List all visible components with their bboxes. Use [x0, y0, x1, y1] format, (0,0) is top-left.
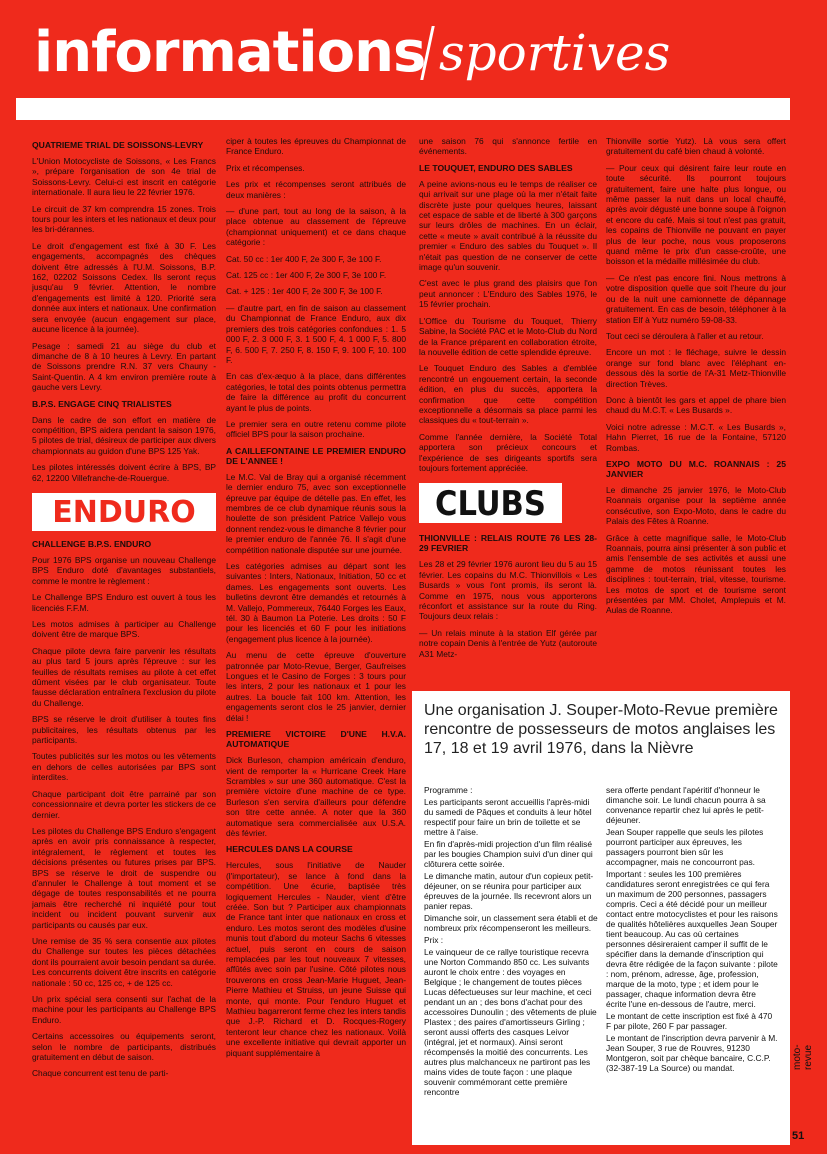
- masthead-title: informations: [34, 20, 426, 85]
- masthead: [14, 8, 804, 85]
- paragraph: Chaque participant doit être parrainé par son concessionnaire et devra porter les stickers de ce dernier.: [32, 788, 216, 820]
- column-4: [606, 136, 786, 684]
- box-left-column: [424, 785, 600, 1139]
- paragraph: Cat. 125 cc : 1er 400 F, 2e 300 F, 3e 100 F.: [226, 270, 387, 281]
- heading-challenge: CHALLENGE B.P.S. ENDURO: [32, 538, 152, 549]
- paragraph: Donc à bientôt les gars et appel de phare bien chaud du M.C.T. « Les Busards ».: [606, 394, 786, 416]
- paragraph: — Ce n'est pas encore fini. Nous mettrons à votre disposition quelle que soit l'heure du jour ou de la nuit une camionnette de dépannage gratuitement. En cas de besoin, téléphoner à la station Elf à Yutz numéro 59-08-33.: [606, 272, 786, 325]
- paragraph: Chaque pilote devra faire parvenir les résultats au plus tard 5 jours après l'épreuve : sur les feuilles de résultats remises au pilote à cet effet dûment visées par le club organisateur. Toute fausse déclaration entraînera l'exclusion du pilote du Challenge.: [32, 645, 216, 708]
- paragraph: — d'une part, tout au long de la saison, à la place obtenue au classement de l'épreuve (championnat uniquement) et ce dans chaque catégorie :: [226, 206, 406, 248]
- heading-thionville: THIONVILLE : RELAIS ROUTE 76 LES 28-29 FEVRIER: [419, 533, 597, 554]
- paragraph: Dick Burleson, champion américain d'enduro, vient de remporter la « Hurricane Creek Hare Scrambles » sur une 360 automatique. C'est la première victoire d'une machine de ce type. Burleson s'en servira d'ailleurs pour défendre son titre cette année. A noter que la 360 automatique sera commercialisée aux U.S.A. dès février.: [226, 755, 406, 838]
- heading-hercules: HERCULES DANS LA COURSE: [226, 844, 353, 855]
- paragraph: Les prix et récompenses seront attribués de deux manières :: [226, 179, 406, 200]
- paragraph: Comme l'année dernière, la Société Total apportera son précieux concours et l'expérience de ses dirigeants sportifs sera toujours fortement appréciée.: [419, 431, 597, 473]
- paragraph: Au menu de cette épreuve d'ouverture patronnée par Moto-Revue, Berger, Gaufreises Longues et le Casino de Forges : 3 tours pour les inters, 2 pour les nationaux et 1 pour les autres. La boucle fait 100 km. Attention, les engagements seront clos le 25 janvier, dernier délai !: [226, 650, 406, 723]
- paragraph: Certains accessoires ou équipements seront, selon le nombre de participants, distribués gratuitement en début de saison.: [32, 1031, 216, 1063]
- paragraph: Le Touquet Enduro des Sables a d'emblée rencontré un engouement certain, la seconde édition, en plus du succès, apportera la confirmation que cette compétition exceptionnelle a désormais sa place parmi les classiques du « tout-terrain ».: [419, 363, 597, 426]
- heading-trial: QUATRIEME TRIAL DE SOISSONS-LEVRY: [32, 140, 204, 150]
- paragraph: BPS se réserve le droit d'utiliser à toutes fins publicitaires, les résultats obtenus par les participants.: [32, 714, 216, 746]
- paragraph: une saison 76 qui s'annonce fertile en événements.: [419, 136, 597, 157]
- paragraph: Pour 1976 BPS organise un nouveau Challenge BPS Enduro doté d'avantages substantiels, comme le montre le règlement :: [32, 554, 216, 586]
- paragraph: Important : seules les 100 premières candidatures seront enregistrées ce qui fera un maximum de 200 personnes, passagers compris. Ceci a été décidé pour un meilleur contact entre motocyclistes et pour les raisons de qualités hôtelières auxquelles Jean Souper tient beaucoup. Au cas où certaines personnes désireraient camper il suffit de le spécifier dans la demande d'inscription qui devra être rédigée de la façon suivante : pilote : nom, prénom, adresse, âge, profession, marque de la moto, type ; et idem pour le passager, chaque information devra être écrite l'une en-dessous de l'autre, merci.: [606, 869, 778, 1009]
- heading-hva: PREMIERE VICTOIRE D'UNE H.V.A. AUTOMATIQUE: [226, 729, 406, 750]
- masthead-subtitle: sportives: [439, 24, 671, 82]
- heading-touquet: LE TOUQUET, ENDURO DES SABLES: [419, 162, 573, 173]
- paragraph: Cat. 50 cc : 1er 400 F, 2e 300 F, 3e 100 F.: [226, 253, 382, 264]
- paragraph: — d'autre part, en fin de saison au classement du Championnat de France Enduro, aux dix premiers des trois catégories confondues : 1. 5 000 F, 2. 3 000 F, 3. 1 500 F, 4. 1 000 F, 5. 800 F, 6. 500 F, 7. 250 F, 8. 150 F, 9. 100 F, 10. 100 F.: [226, 302, 406, 365]
- paragraph: Encore un mot : le fléchage, suivre le dessin orange sur fond blanc avec l'éléphant en-dessous dès la sortie de l'A-31 Metz-Thionville direction Trèves.: [606, 347, 786, 389]
- paragraph: Les pilotes du Challenge BPS Enduro s'engagent après en avoir pris connaissance à respecter, intégralement, le règlement et toutes les décisions présentes ou futures prises par BPS. BPS se réserve le droit de suspendre ou d'annuler le Challenge à tout moment et se dégage de toutes responsabilités et ne pourra jamais être recherché ni inquiété pour tout incident ou incident pouvant survenir aux participants ou causés par eux.: [32, 825, 216, 930]
- paragraph: Les pilotes intéressés doivent écrire à BPS, BP 62, 12200 Villefranche-de-Rouergue.: [32, 462, 216, 483]
- box-headline: Une organisation J. Souper-Moto-Revue première rencontre de possesseurs de motos anglaises les 17, 18 et 19 avril 1976, dans la Nièvre: [424, 702, 778, 757]
- paragraph: ciper à toutes les épreuves du Championnat de France Enduro.: [226, 136, 406, 157]
- paragraph: Prix :: [424, 935, 444, 945]
- paragraph: Les catégories admises au départ sont les suivantes : Inters, Nationaux, Initiation, 50 cc et dames. Les engagements sont ouverts. Les bulletins devront être demandés et retournés à M. Vallejo, Pommereux, 76440 Forges les Eaux, tél. 30 à Baumon La Poterie. Les droits : 50 F pour les licenciés et 60 F pour les initiations (engagement plus licence à la journée).: [226, 561, 406, 644]
- paragraph: Chaque concurrent est tenu de parti-: [32, 1068, 169, 1079]
- paragraph: Le dimanche matin, autour d'un copieux petit-déjeuner, on se réunira pour participer aux épreuves de la journée. Ils recevront alors un panier repas.: [424, 871, 594, 911]
- paragraph: L'Union Motocycliste de Soissons, « Les Francs », prépare l'organisation de son 4e trial de Soissons-Levry. Celui-ci est inscrit en catégorie internationale. Il aura lieu le 22 février 1976.: [32, 156, 216, 198]
- souper-rally-box: [412, 691, 790, 1145]
- paragraph: Toutes publicités sur les motos ou les vêtements en dehors de celles autorisées par BPS sont interdites.: [32, 751, 216, 783]
- paragraph: Thionville sortie Yutz). Là vous sera offert gratuitement du café bien chaud à volonté.: [606, 136, 786, 157]
- enduro-section-title: ENDURO: [32, 493, 216, 531]
- paragraph: Prix et récompenses.: [226, 162, 305, 173]
- paragraph: Le Challenge BPS Enduro est ouvert à tous les licenciés F.F.M.: [32, 592, 216, 613]
- paragraph: En cas d'ex-æquo à la place, dans différentes catégories, le total des points obtenus permettra de faire la différence au profit du concurrent ayant le plus de points.: [226, 371, 406, 413]
- paragraph: — Un relais minute à la station Elf gérée par notre copain Denis à l'entrée de Yutz (autoroute A31 Metz-: [419, 627, 597, 659]
- paragraph: Le M.C. Val de Bray qui a organisé récemment le dernier enduro 75, avec son exceptionnelle épreuve par équipe de dételle pas. En effet, les membres de ce club dynamique réunis sous la houlette de son président Patrice Vallejo vous donnent rendez-vous le dimanche 8 février pour le premier enduro de l'année 76. Il s'agit d'une compétition nationale disputée sur une journée.: [226, 471, 406, 555]
- clubs-section-title: CLUBS: [419, 483, 562, 523]
- paragraph: Voici notre adresse : M.C.T. « Les Busards », Hahn Pierret, 16 rue de la Fontaine, 57120 Rombas.: [606, 421, 786, 453]
- paragraph: Les motos admises à participer au Challenge doivent être de marque BPS.: [32, 619, 216, 640]
- paragraph: En fin d'après-midi projection d'un film réalisé par les bougies Champion suivi d'un diner qui clôturera cette soirée.: [424, 839, 593, 869]
- paragraph: Dimanche soir, un classement sera établi et de nombreux prix récompenseront les meilleurs.: [424, 913, 598, 933]
- box-right-column: [606, 785, 778, 1139]
- heading-bps: B.P.S. ENGAGE CINQ TRIALISTES: [32, 398, 172, 409]
- paragraph: Le circuit de 37 km comprendra 15 zones. Trois tours pour les inters et les nationaux et deux pour les bri-dérannes.: [32, 203, 216, 235]
- paragraph: Hercules, sous l'initiative de Nauder (l'importateur), se lance à fond dans la compétition. Une écurie, baptisée très logiquement Hercules - Nauder, vient d'être créée. Son but ? Participer aux championnats de France tant inter que nationaux en cross et enduro. Les motos seront des modèles d'usine munis tout d'abord du moteur Sachs 6 vitesses actuel, puis seront en cours de saison remplacées par les tout nouveaux 7 vitesses, affûtés avec soin par l'usine. Côté pilotes nous trouverons en cross Jean-Marie Huguet, Jean-Pierre Mathieu et Struiss, un jeune Suisse qui monte, qui monte. Pour l'enduro Huguet et Mathieu bagarreront ferme chez les inters tandis que J.-P. Richard et D. Rocques-Rogery tenteront leur chance chez les nationaux. Voilà une excellente initiative qui devrait apporter un piquant supplémentaire à: [226, 860, 406, 1058]
- paragraph: Le montant de cette inscription est fixé à 470 F par pilote, 260 F par passager.: [606, 1011, 773, 1031]
- heading-caillefontaine: A CAILLEFONTAINE LE PREMIER ENDURO DE L'ANNEE !: [226, 445, 406, 466]
- paragraph: Jean Souper rappelle que seuls les pilotes pourront participer aux épreuves, les passagers pourront bien sûr les accompagner, mais ne concourront pas.: [606, 827, 764, 867]
- heading-expo: EXPO MOTO DU M.C. ROANNAIS : 25 JANVIER: [606, 458, 786, 479]
- column-3: [419, 136, 597, 684]
- paragraph: C'est avec le plus grand des plaisirs que l'on peut annoncer : L'Enduro des Sables 1976, le 15 février prochain.: [419, 278, 597, 310]
- paragraph: Programme :: [424, 785, 473, 795]
- paragraph: Pesage : samedi 21 au siège du club et dimanche de 8 à 10 heures à Levry. En partant de Soissons prendre R.N. 37 vers Chauny - Saint-Quentin. A 4 km environ première route à gauche vers Levry.: [32, 340, 216, 393]
- paragraph: Le dimanche 25 janvier 1976, le Moto-Club Roannais organise pour la septième année consécutive, son Expo-Moto, dans le cadre du Palais des Fêtes à Roanne.: [606, 484, 786, 527]
- paragraph: Le premier sera en outre retenu comme pilote officiel BPS pour la saison prochaine.: [226, 418, 406, 440]
- paragraph: Le vainqueur de ce rallye touristique recevra une Norton Commando 850 cc. Les suivants auront le choix entre : des voyages en Belgique ; le changement de toutes pièces Lucas défectueuses sur leur machine, et ceci pendant un an ; des bons d'achat pour des accessoires Dunoulin ; des vêtements de pluie Plastex ; des paires d'amortisseurs Girling ; seront aussi offerts des casques Leivor (intégral, jet et normaux). Ainsi seront récompensés la moitié des concurrents. Les autres plus malchanceux ne partiront pas les mains vides de toute façon : une plaque souvenir commémorant cette première rencontre: [424, 947, 597, 1097]
- paragraph: A peine avions-nous eu le temps de réaliser ce qui arrivait sur une plage où la mer n'était faite discrète juste pour quelques heures, laissant cet espace de sable et de liberté à 300 garçons sur leurs drôles de machines. En un éclair, cette « meute » avait contribué à la réussite du premier « Enduro des sables du Touquet ». Il n'était pas question de ne conserver de cette image qu'un souvenir.: [419, 178, 597, 273]
- paragraph: Une remise de 35 % sera consentie aux pilotes du Challenge sur toutes les pièces détachées dont ils pourraient avoir besoin pendant sa durée. Les concurrents doivent être inscrits en catégorie nationale : 50 cc, 125 cc, + de 125 cc.: [32, 935, 216, 988]
- column-1: [32, 136, 216, 1144]
- paragraph: Tout ceci se déroulera à l'aller et au retour.: [606, 330, 764, 341]
- paragraph: L'Office du Tourisme du Touquet, Thierry Sabine, la Société PAC et le Moto-Club du Nord de la France préparent en collaboration étroite, la nouvelle édition de cette splendide épreuve.: [419, 315, 597, 357]
- paragraph: Cat. + 125 : 1er 400 F, 2e 300 F, 3e 100 F.: [226, 286, 383, 297]
- paragraph: — Pour ceux qui désirent faire leur route en toute sécurité. Ils pourront toujours gratuitement, faire une halte plus longue, ou même passer la nuit dans un local chauffé, après avoir dégusté une bonne soupe à l'oignon et encore du café. Mais si tout n'est pas gratuit, les copains de Thionville ne pouvant en payer plus de leur poche, nous vous proposerons quand même le prix d'un casse-croûte, une boisson et la médaille millésimée du club.: [606, 162, 786, 267]
- paragraph: Les 28 et 29 février 1976 auront lieu du 5 au 15 février. Les copains du M.C. Thionvillois « Les Busards » vous l'ont promis, ils seront là. Comme en 1975, nous vous apporterons réconfort et assistance sur la route du Ring. Toujours deux relais :: [419, 559, 597, 622]
- paragraph: Le droit d'engagement est fixé à 30 F. Les engagements, accompagnés des chèques doivent être adressés à l'U.M. Soissons, B.P. 162, 02202 Soissons Cedex. Ils seront reçus jusqu'au 9 février. Attention, le nombre d'engagements est limité à 120. Priorité sera donnée aux inters et nationaux. Une confirmation sera envoyée (aucun engagement sur place, aucune licence à la journée).: [32, 240, 216, 335]
- header-band: [16, 98, 790, 120]
- page-number: 51: [792, 1130, 805, 1142]
- paragraph: Les participants seront accueillis l'après-midi du samedi de Pâques et conduits à leur hôtel respectif pour faire un brin de toilette et se mettre à l'aise.: [424, 797, 592, 837]
- paragraph: Dans le cadre de son effort en matière de compétition, BPS aidera pendant la saison 1976, 5 pilotes de trial, désireux de participer aux divers championnats au guidon d'une BPS 125 Yak.: [32, 414, 216, 456]
- paragraph: Le montant de l'inscription devra parvenir à M. Jean Souper, 3 rue de Rouvres, 91230 Montgeron, soit par chèque bancaire, C.C.P. (32-387-19 La Source) ou mandat.: [606, 1033, 778, 1073]
- paragraph: sera offerte pendant l'apéritif d'honneur le dimanche soir. Le lundi chacun pourra à sa convenance repartir chez lui après le petit-déjeuner.: [606, 785, 766, 825]
- column-2: [226, 136, 406, 1144]
- magazine-name: moto-revue: [792, 1044, 814, 1070]
- paragraph: Grâce à cette magnifique salle, le Moto-Club Roannais, pourra ainsi présenter à son public et amis l'ensemble de ses activités et aussi une gamme de motos réunissant toutes les disciplines : tout-terrain, trial, vitesse, tourisme. Les motos de sport et de tourisme seront présentées par MM. Cholet, Amplepuis et M. Aulas de Roanne.: [606, 532, 786, 616]
- paragraph: Un prix spécial sera consenti sur l'achat de la machine pour les participants au Challenge BPS Enduro.: [32, 994, 216, 1025]
